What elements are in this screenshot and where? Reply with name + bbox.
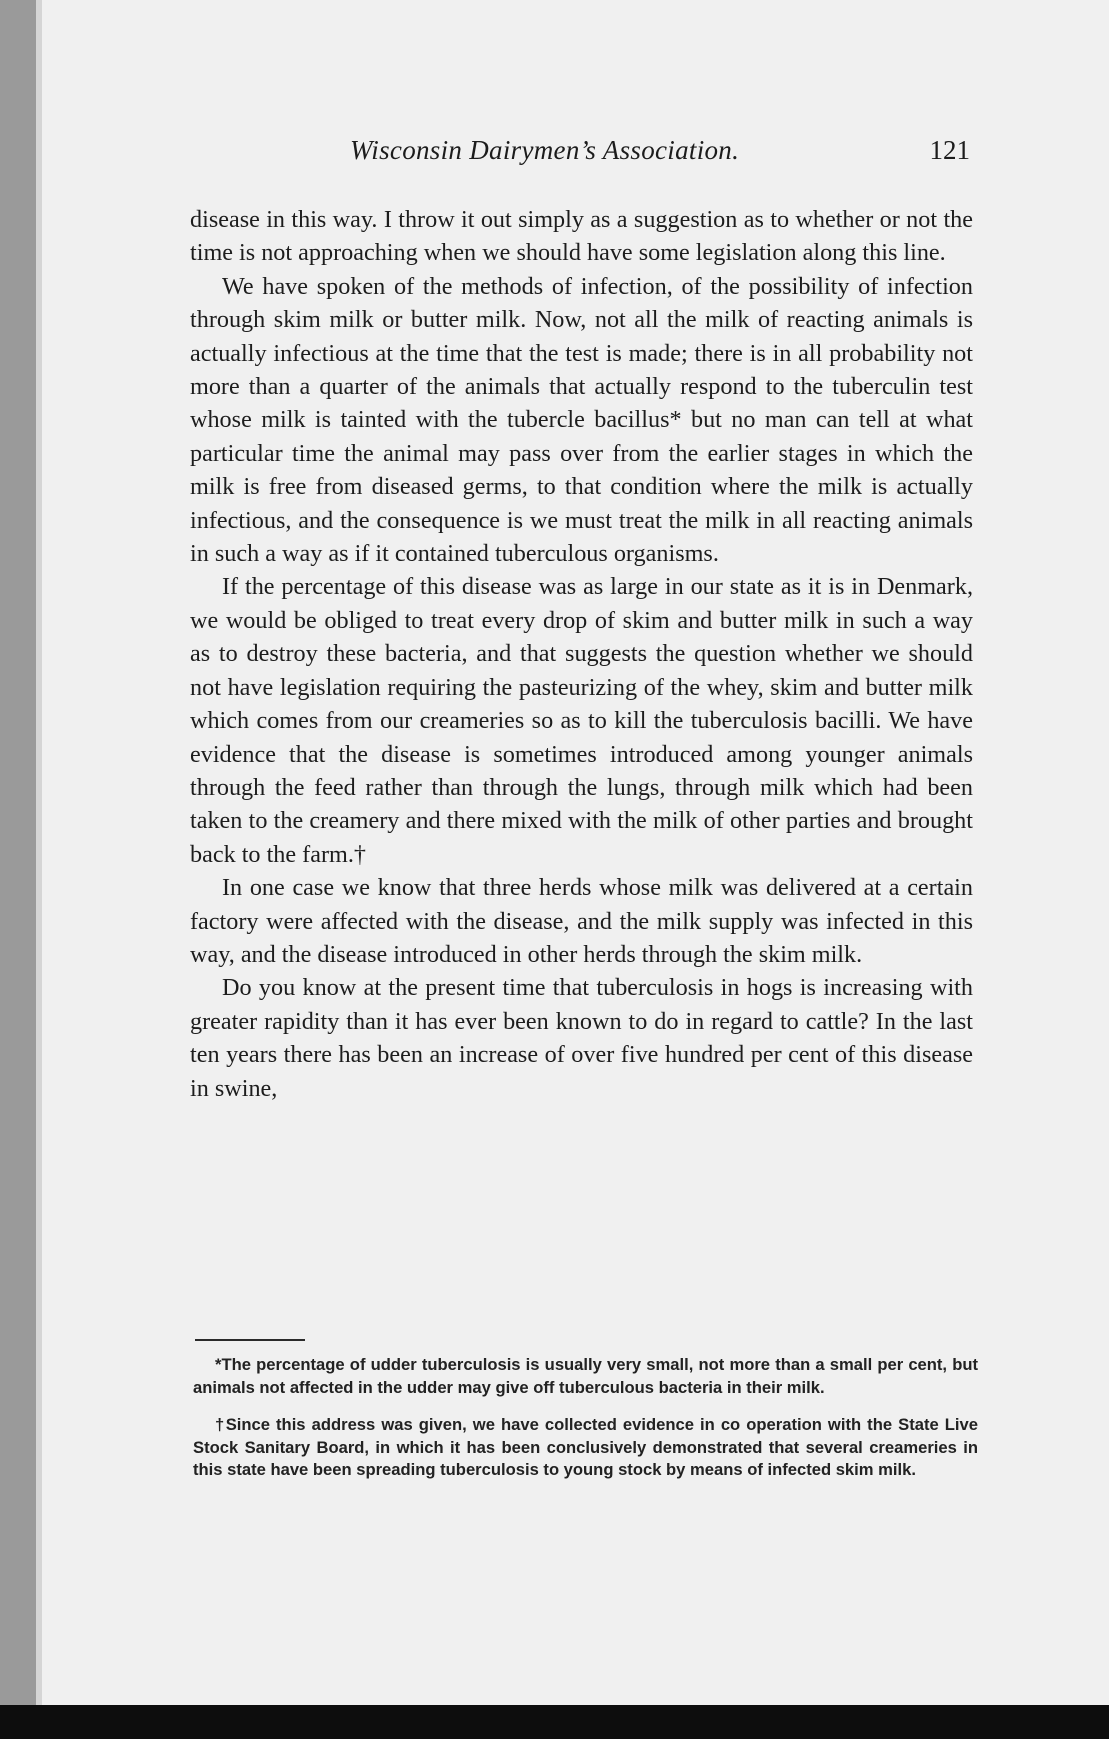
page-number: 121 (929, 135, 970, 165)
footnote: *The percentage of udder tuberculosis is usually very small, not more than a small per cent, but animals not affected in the udder may give off tuberculous bacteria in their milk. (193, 1355, 978, 1397)
paragraph-continuation: disease in this way. I throw it out simply as a suggestion as to whether or not the time is not approaching when we should have some legislation along this line. (190, 206, 973, 267)
paragraph: We have spoken of the methods of infection, of the possibility of infection through skim milk or butter milk. Now, not all the milk of reacting animals is actually infectious at the time that the test is made; there is in all probability not more than a quarter of the animals that actually respond to the tuberculin test whose milk is tainted with the tubercle bacillus* but no man can tell at what particular time the animal may pass over from the earlier stages in which the milk is free from diseased germs, to that condition where the milk is actually infectious, and the consequence is we must treat the milk in all reacting animals in such a way as if it contained tuberculous organisms. (190, 272, 973, 568)
paragraph: Do you know at the present time that tuberculosis in hogs is increasing with greater rapidity than it has ever been known to do in regard to cattle? In the last ten years there has been an increase of over five hundred per cent of this disease in swine, (190, 974, 973, 1102)
paragraph: If the percentage of this disease was as large in our state as it is in Denmark, we would be obliged to treat every drop of skim and butter milk in such a way as to destroy these bacteria, and that suggests the question whether we should not have legislation requiring the pasteurizing of the whey, skim and butter milk which comes from our creameries so as to kill the tuberculosis bacilli. We have evidence that the disease is sometimes introduced among younger animals through the feed rather than through the lungs, through milk which had been taken to the creamery and there mixed with the milk of other parties and brought back to the farm.† (190, 573, 973, 868)
binding-shadow (0, 0, 36, 1739)
running-head: Wisconsin Dairymen’s Association. (350, 135, 740, 165)
footnote: †Since this address was given, we have collected evidence in co operation with the State Live Stock Sanitary Board, in which it has been conclusively demonstrated that several creameries in this state have been spreading tuberculosis to young stock by means of infected skim milk. (193, 1415, 978, 1480)
footnote-divider (195, 1339, 305, 1341)
page-header (190, 135, 970, 175)
binding-edge (36, 0, 42, 1739)
scan-bottom-edge (0, 1705, 1109, 1739)
body-text (190, 203, 973, 1105)
footnotes (193, 1354, 978, 1497)
paragraph: In one case we know that three herds whose milk was delivered at a certain factory were affected with the disease, and the milk supply was infected in this way, and the disease introduced in other herds through the skim milk. (190, 874, 973, 968)
